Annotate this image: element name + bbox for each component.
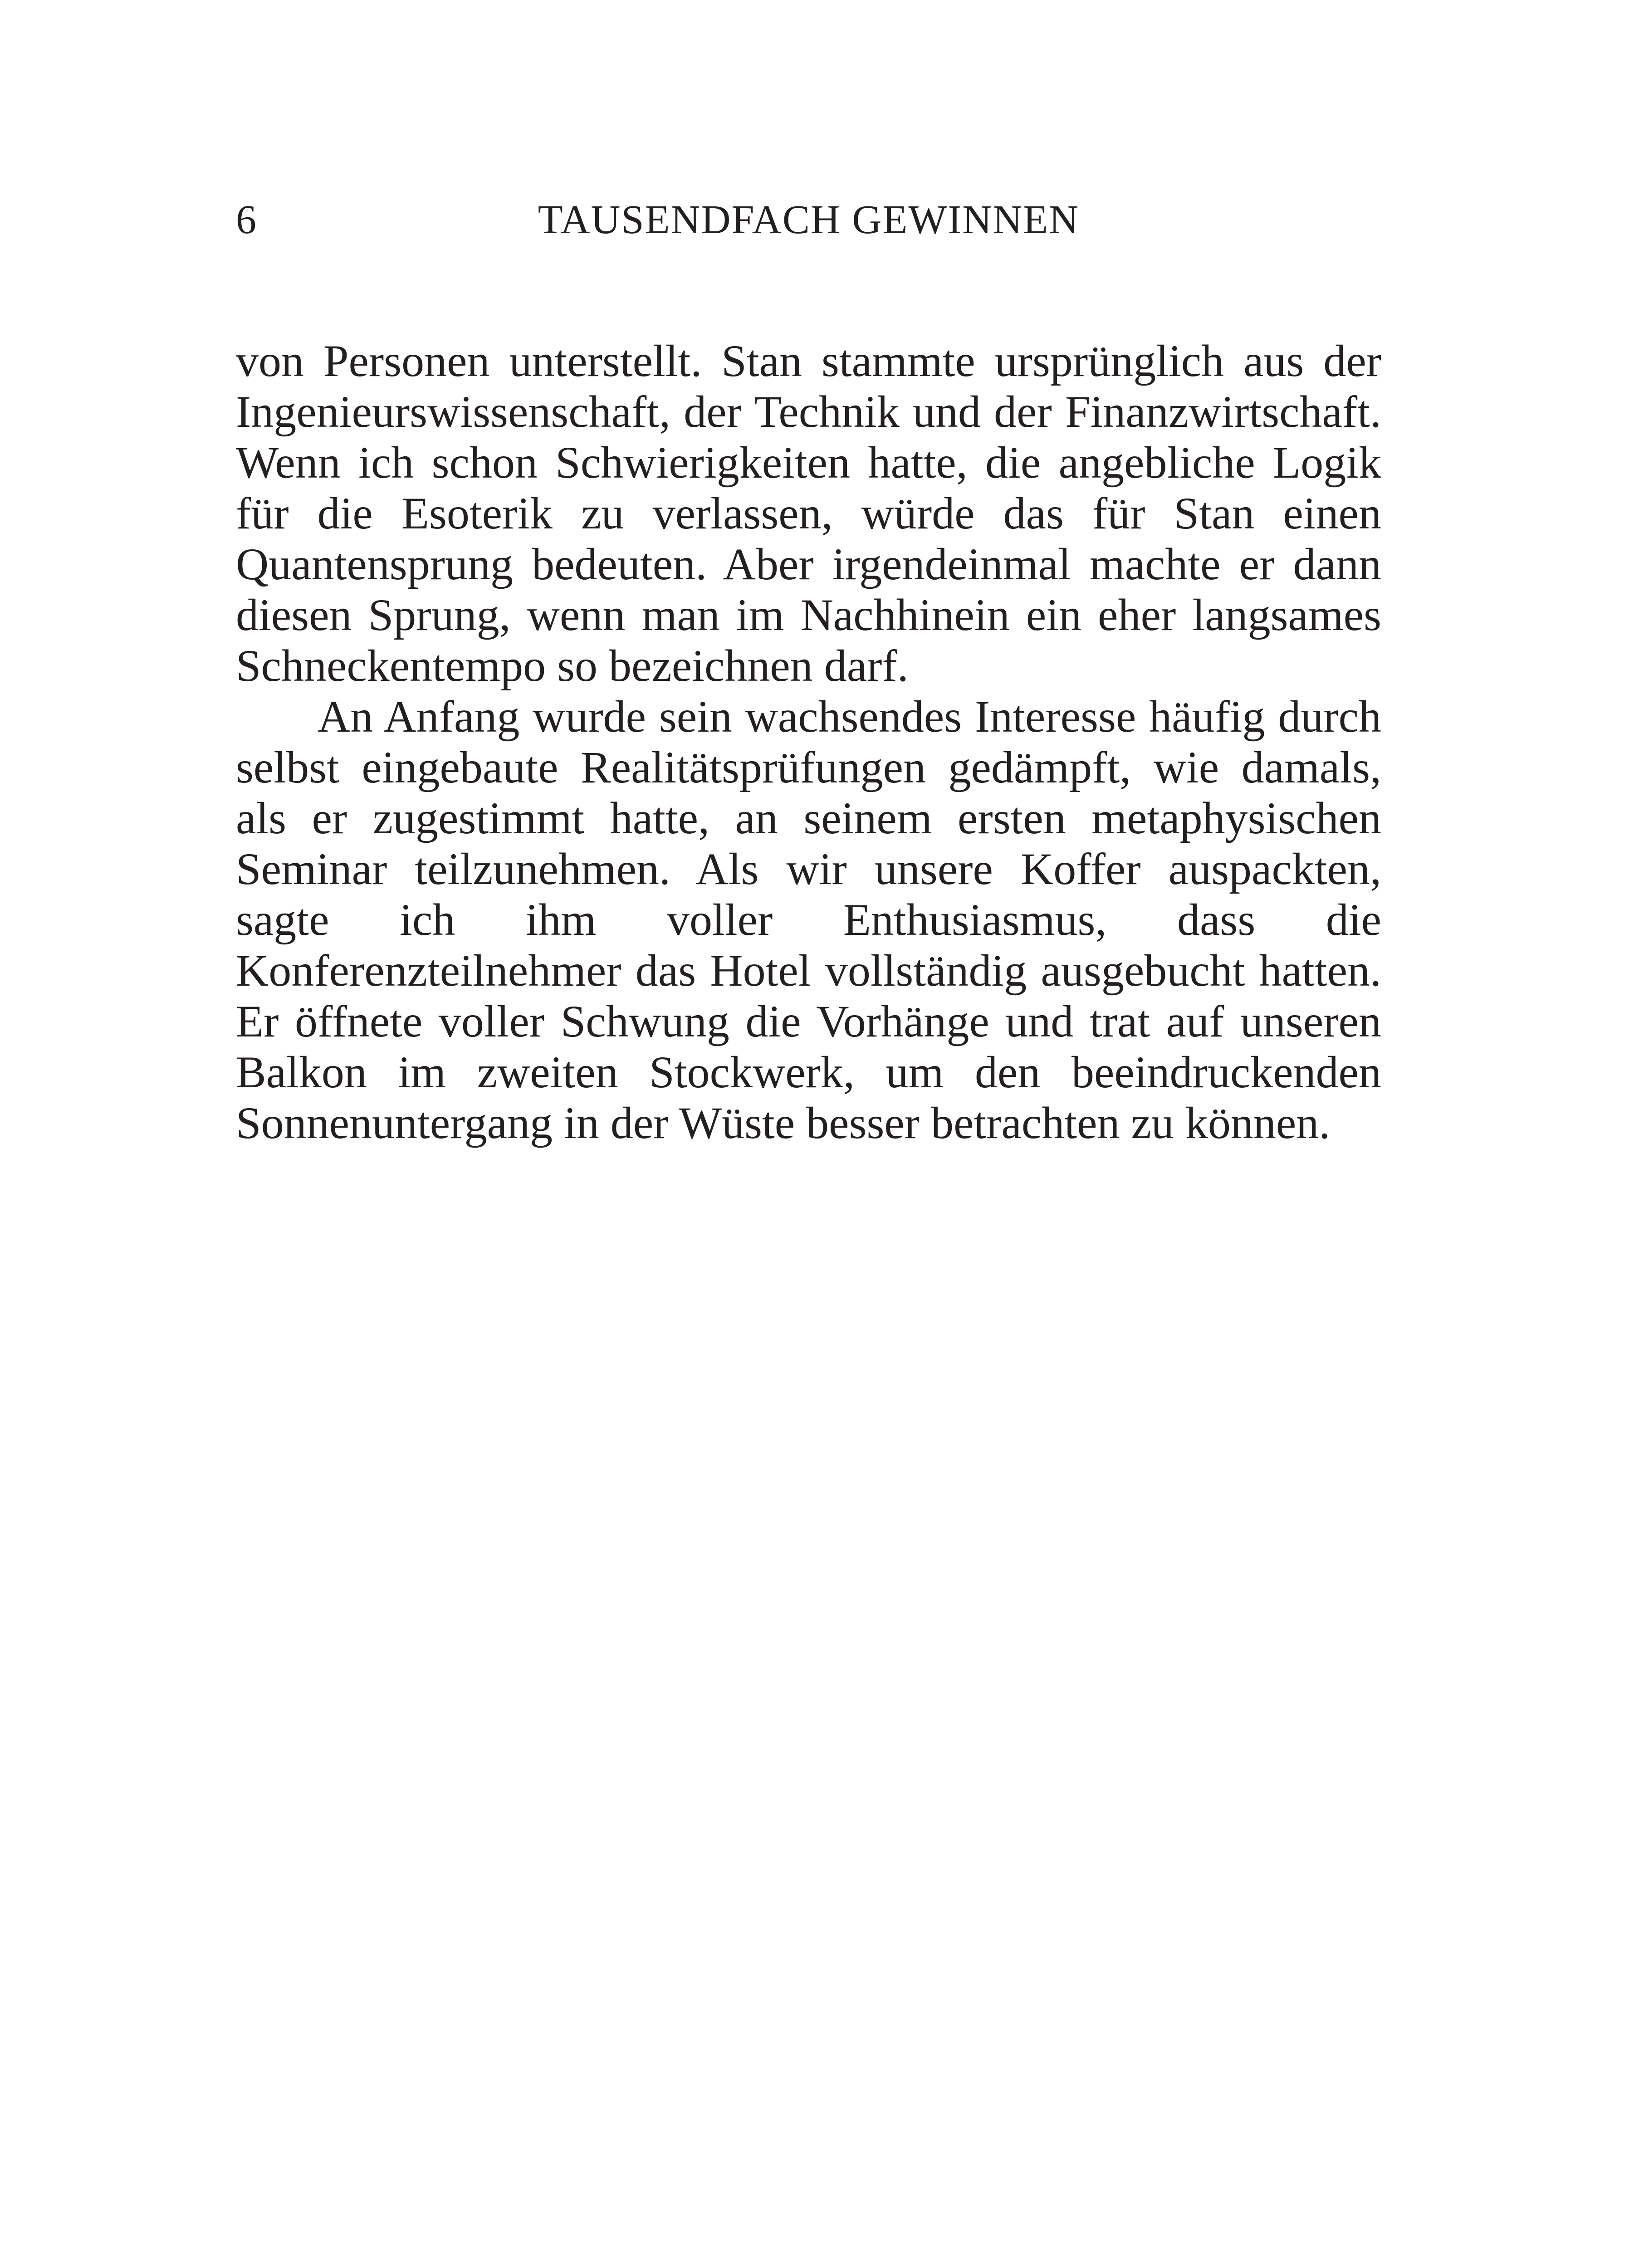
page-number: 6 <box>236 197 256 242</box>
paragraph: von Personen unterstellt. Stan stammte ursprünglich aus der Ingenieurswissenschaft, der Technik und der Finanzwirtschaft. Wenn ich schon Schwierigkeiten hatte, die angebliche Logik für die Esoterik zu verlassen, würde das für Stan einen Quantensprung bedeuten. Aber irgendeinmal machte er dann diesen Sprung, wenn man im Nachhinein ein eher langsames Schneckentempo so bezeichnen darf. <box>236 336 1381 691</box>
body-text <box>236 336 1381 1149</box>
paragraph: An Anfang wurde sein wachsendes Interesse häufig durch selbst eingebaute Realitätsprüfungen gedämpft, wie damals, als er zugestimmt hatte, an seinem ersten metaphysischen Seminar teilzunehmen. Als wir unsere Koffer auspackten, sagte ich ihm voller Enthusiasmus, dass die Konferenzteilnehmer das Hotel vollständig ausgebucht hatten. Er öffnete voller Schwung die Vorhänge und trat auf unseren Balkon im zweiten Stockwerk, um den beeindruckenden Sonnenuntergang in der Wüste besser betrachten zu können. <box>236 691 1381 1148</box>
page-header <box>236 191 1381 249</box>
running-head: TAUSENDFACH GEWINNEN <box>538 197 1080 242</box>
